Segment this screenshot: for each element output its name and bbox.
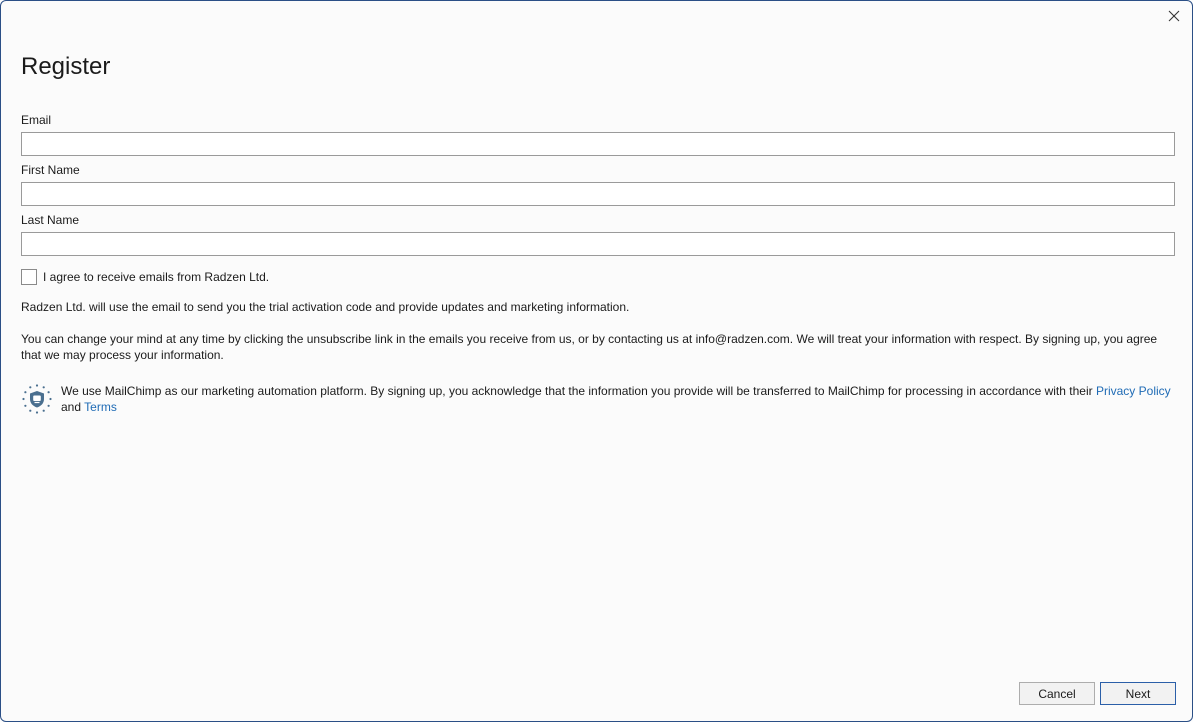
email-label: Email <box>21 113 52 127</box>
terms-link[interactable]: Terms <box>84 400 117 414</box>
mailchimp-notice <box>21 383 1181 415</box>
and-text: and <box>61 400 82 414</box>
first-name-label: First Name <box>21 163 80 177</box>
consent-row[interactable] <box>21 269 269 285</box>
close-button[interactable] <box>1164 7 1184 25</box>
first-name-input[interactable] <box>21 182 1175 206</box>
last-name-label: Last Name <box>21 213 80 227</box>
page-title: Register <box>21 53 111 80</box>
email-input[interactable] <box>21 132 1175 156</box>
consent-label[interactable]: I agree to receive emails from Radzen Ltd. <box>43 270 270 284</box>
close-icon <box>1168 10 1180 22</box>
next-button[interactable]: Next <box>1100 682 1176 705</box>
privacy-policy-link[interactable]: Privacy Policy <box>1095 384 1171 398</box>
mailchimp-text: We use MailChimp as our marketing automation platform. By signing up, you acknowledge that the information you provide will be transferred to MailChimp for processing in accordance with their <box>61 384 1093 398</box>
cancel-button[interactable]: Cancel <box>1019 682 1095 705</box>
usage-text: Radzen Ltd. will use the email to send you the trial activation code and provide updates and marketing information. <box>21 300 630 314</box>
change-mind-text: You can change your mind at any time by clicking the unsubscribe link in the emails you receive from us, or by contacting us at info@radzen.com. We will treat your information with respect. By signing up, you agree that we may process your information. <box>21 332 1158 362</box>
last-name-input[interactable] <box>21 232 1175 256</box>
consent-checkbox[interactable] <box>21 269 37 285</box>
privacy-shield-icon <box>21 383 53 415</box>
